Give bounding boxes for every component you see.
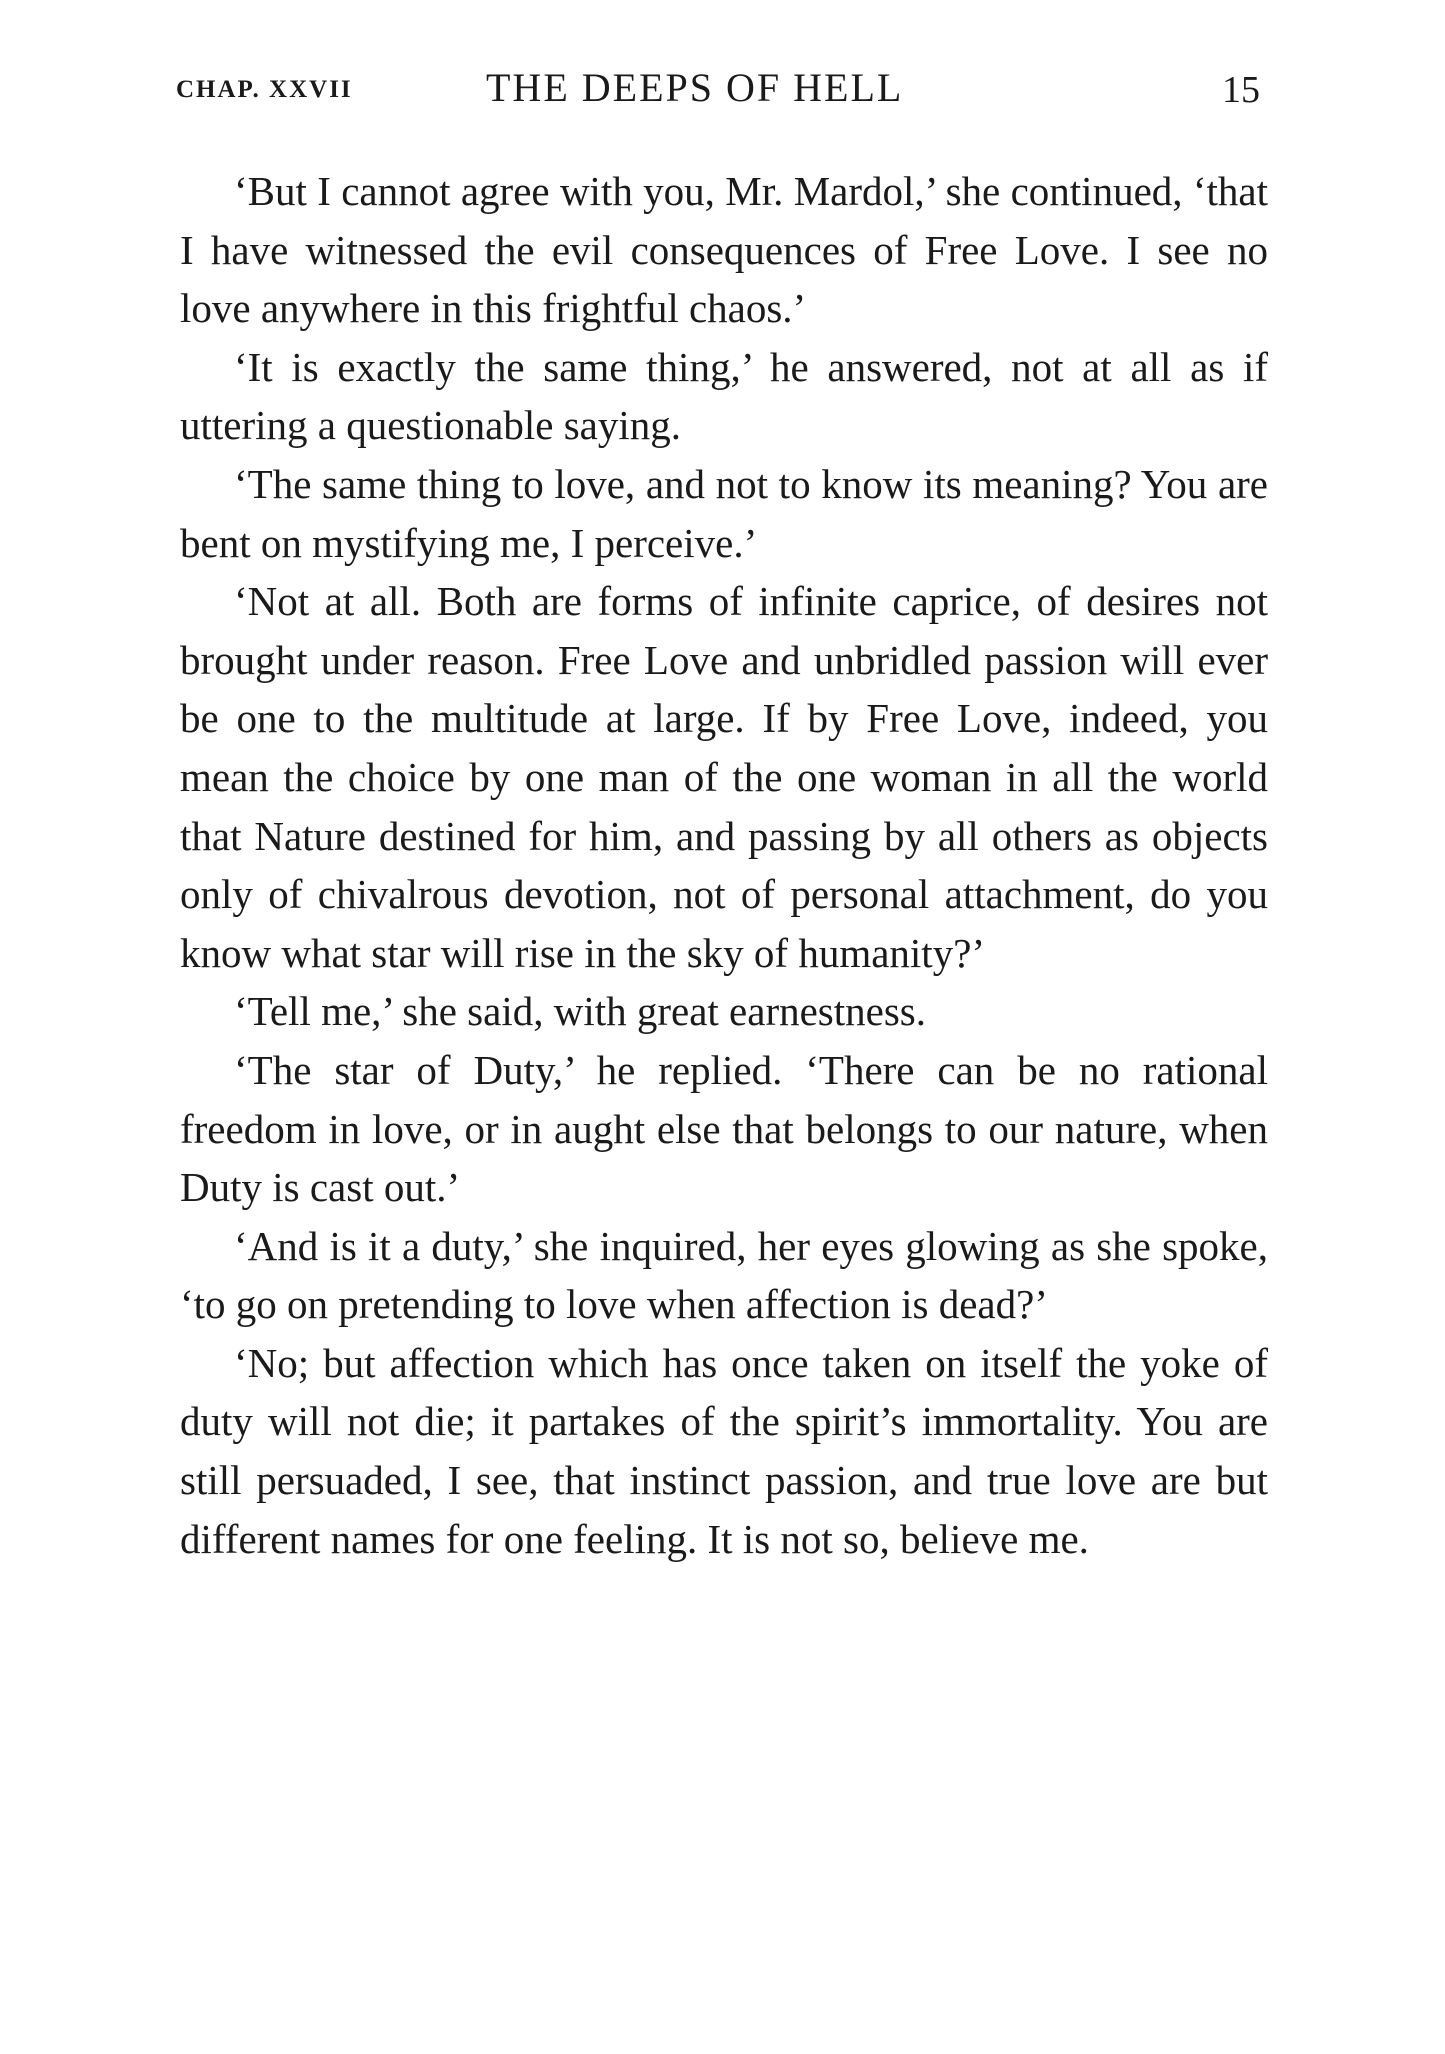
paragraph: ‘Tell me,’ she said, with great earnestness.	[234, 988, 926, 1035]
paragraph: ‘The same thing to love, and not to know its meaning? You are bent on mystifying me, I perceive.’	[180, 460, 1268, 566]
paragraph: ‘No; but affection which has once taken on itself the yoke of duty will not die; it partakes of the spirit’s immortality. You are still persuaded, I see, that instinct passion, and true love are but different names for one feeling. It is not so, believe me.	[180, 1339, 1268, 1562]
paragraph: ‘The star of Duty,’ he replied. ‘There can be no rational freedom in love, or in aught else that belongs to our nature, when Duty is cast out.’	[180, 1046, 1268, 1211]
paragraph: ‘Not at all. Both are forms of infinite caprice, of desires not brought under reason. Free Love and unbridled passion will ever be one to the multitude at large. If by Free Love, indeed, you mean the choice by one man of the one woman in all the world that Nature destined for him, and passing by all others as objects only of chivalrous devotion, not of personal attachment, do you know what star will rise in the sky of humanity?’	[180, 578, 1268, 976]
paragraph: ‘It is exactly the same thing,’ he answered, not at all as if uttering a questionable saying.	[180, 343, 1268, 449]
paragraph: ‘And is it a duty,’ she inquired, her eyes glowing as she spoke, ‘to go on pretending to love when affection is dead?’	[180, 1222, 1268, 1328]
chapter-label: CHAP. XXVII	[176, 76, 353, 103]
paragraph: ‘But I cannot agree with you, Mr. Mardol,’ she continued, ‘that I have witnessed the evil consequences of Free Love. I see no love anywhere in this frightful chaos.’	[180, 168, 1268, 332]
running-title: THE DEEPS OF HELL	[486, 65, 904, 110]
running-head	[176, 62, 1268, 112]
page-number: 15	[1222, 69, 1260, 111]
body-text	[180, 162, 1268, 1568]
